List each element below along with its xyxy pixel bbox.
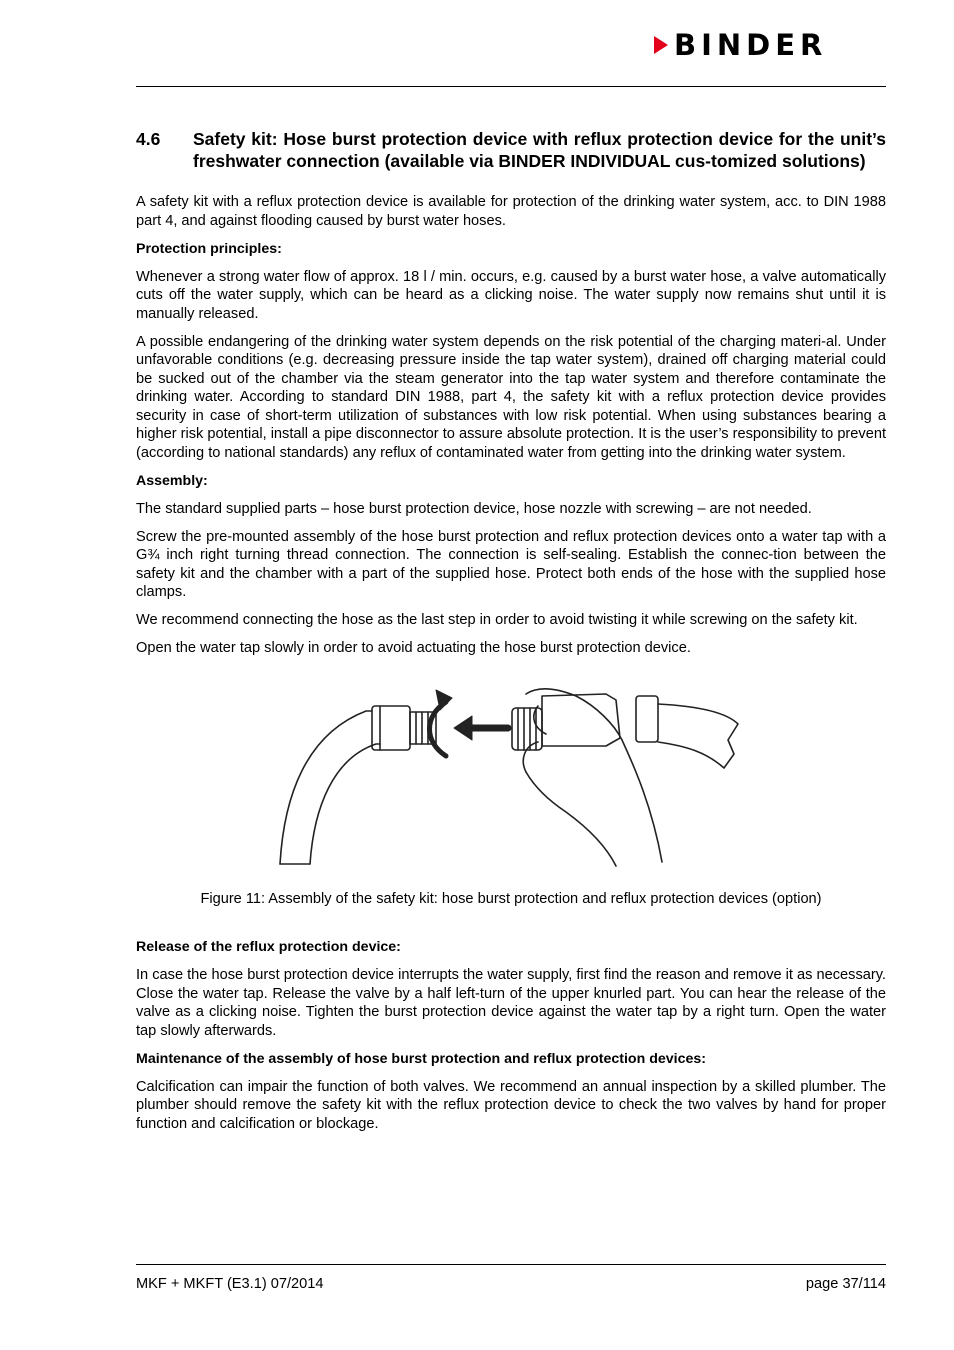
rotation-arrow-icon [430, 702, 447, 756]
tap-pipe-outer [280, 711, 372, 864]
section-heading [136, 128, 886, 172]
maintenance-paragraph: Calcification can impair the function of both valves. We recommend an annual inspection by a skilled plumber. The plumber should remove the safety kit with the reflux protection device to check the two valves by hand for proper function and calcification or blockage. [136, 1078, 886, 1132]
figure-caption: Figure 11: Assembly of the safety kit: hose burst protection and reflux protection devices (option) [200, 890, 822, 907]
footer-rule [136, 1264, 886, 1265]
protection-paragraph-1: Whenever a strong water flow of approx. 18 l / min. occurs, e.g. caused by a burst water hose, a valve automatically cuts off the water supply, which can be heard as a clicking noise. The water supply now remains shut until it is manually released. [136, 268, 886, 322]
assembly-paragraph-3: We recommend connecting the hose as the last step in order to avoid twisting it while screwing on the safety kit. [136, 612, 858, 628]
hose [658, 704, 738, 768]
header-rule [136, 86, 886, 87]
binder-logo [654, 30, 827, 60]
section-number: 4.6 [136, 129, 161, 149]
footer-doc-ref: MKF + MKFT (E3.1) 07/2014 [136, 1276, 324, 1292]
assembly-paragraph-1: The standard supplied parts – hose burst protection device, hose nozzle with screwing – are not needed. [136, 500, 812, 517]
knurled-coupling [512, 708, 542, 750]
hose-clamp [636, 696, 658, 742]
logo-triangle-icon [654, 36, 668, 54]
section-title: Safety kit: Hose burst protection device with reflux protection device for the unit’s freshwater connection (available via BINDER INDIVIDUAL cus-tomized solutions) [193, 129, 886, 171]
intro-paragraph: A safety kit with a reflux protection device is available for protection of the drinking water system, acc. to DIN 1988 part 4, and against flooding caused by burst water hoses. [136, 194, 886, 229]
release-heading: Release of the reflux protection device: [136, 939, 401, 955]
protection-principles-heading: Protection principles: [136, 240, 282, 257]
assembly-paragraph-4: Open the water tap slowly in order to avoid actuating the hose burst protection device. [136, 640, 691, 656]
assembly-heading: Assembly: [136, 472, 208, 489]
assembly-paragraph-2: Screw the pre-mounted assembly of the hose burst protection and reflux protection devices onto a water tap with a G¾ inch right turning thread connection. The connection is self-sealing. Establish the connec-tion between the safety kit and the chamber with a part of the supplied hose. Protect both ends of the hose with the supplied hose clamps. [136, 528, 886, 600]
page-content [136, 128, 886, 1133]
logo-wordmark: BINDER [674, 28, 828, 62]
maintenance-heading: Maintenance of the assembly of hose burst protection and reflux protection devices: [136, 1050, 706, 1067]
footer-page-number: page 37/114 [805, 1276, 886, 1292]
assembly-illustration [136, 676, 886, 876]
release-paragraph: In case the hose burst protection device interrupts the water supply, first find the reason and remove it as necessary. Close the water tap. Release the valve by a half left-turn of the upper knurled part. You can hear the release of the valve as a clicking noise. Tighten the burst protection device against the water tap by a right turn. Open the water tap slowly afterwards. [136, 967, 886, 1039]
tap-pipe-inner [310, 744, 380, 864]
protection-paragraph-2: A possible endangering of the drinking water system depends on the risk potential of the charging materi-al. Under unfavorable conditions (e.g. decreasing pressure inside the tap water system), drained off charging material could be sucked out of the chamber via the steam generator into the tap water system and therefore contaminate the drinking water. According to standard DIN 1988, part 4, the safety kit with a reflux protection device provides security in case of short-term utilization of substances with low risk potential. When using substances bearing a higher risk potential, install a pipe disconnector to assure absolute protection. It is the user’s responsibility to prevent (according to national standards) any reflux of contaminated water from getting into the drinking water system. [136, 333, 886, 461]
